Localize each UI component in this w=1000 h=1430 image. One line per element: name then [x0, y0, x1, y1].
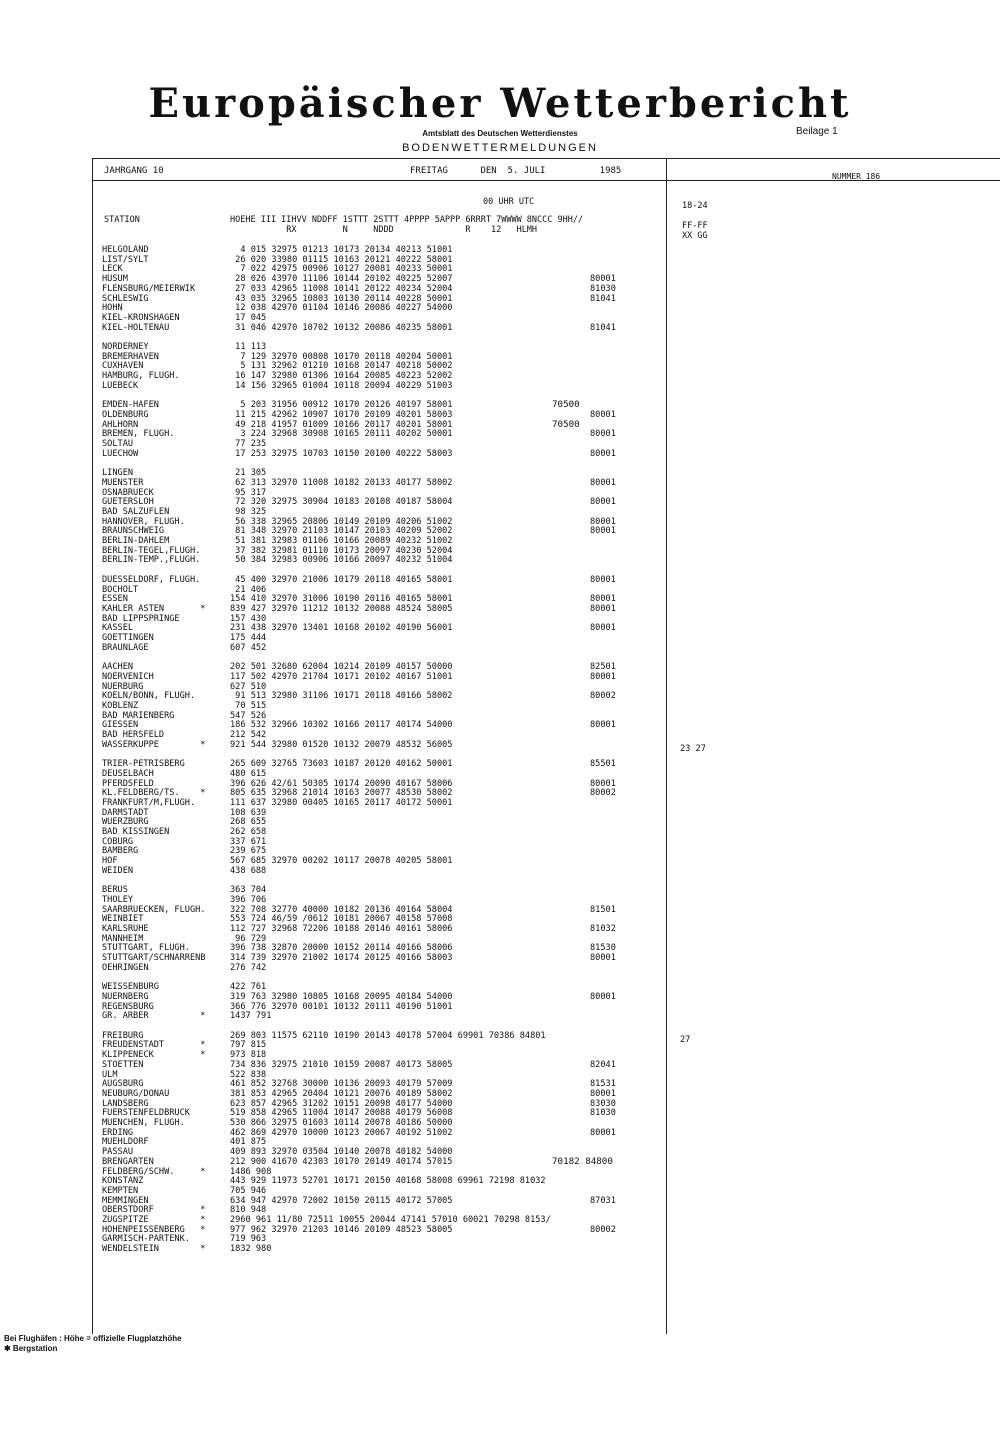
station-data-8group: 80002 — [590, 691, 616, 702]
station-name: GARMISCH-PARTENK. — [102, 1234, 190, 1245]
gust-header: FF-FF — [682, 221, 708, 231]
station-data-8group: 80001 — [590, 1088, 616, 1099]
station-name: FREUDENSTADT * — [102, 1040, 206, 1051]
station-data: 396 738 32870 20000 10152 20114 40166 58006 — [230, 943, 453, 954]
station-data-8group: 81032 — [590, 924, 616, 934]
station-name: KONSTANZ — [102, 1176, 144, 1187]
station-data: 37 382 32981 01110 10173 20097 40230 52004 — [230, 545, 453, 556]
station-name: HOHN — [102, 303, 123, 314]
station-name: KEMPTEN — [102, 1185, 139, 1196]
station-name: SCHLESWIG — [102, 293, 149, 304]
station-data: 81 348 32970 21103 10147 20103 40209 52002 — [230, 526, 453, 537]
station-data: 1486 908 — [230, 1166, 272, 1177]
station-name: NOERVENICH — [102, 671, 154, 682]
station-data: 212 900 41670 42303 10170 20149 40174 57015 — [230, 1156, 453, 1167]
station-name: NUERNBERG — [102, 991, 149, 1002]
station-name: KLIPPENECK * — [102, 1050, 206, 1061]
station-data: 112 727 32968 72206 10188 20146 40161 58006 — [230, 924, 453, 934]
station-name: GOETTINGEN — [102, 633, 154, 643]
station-data: 43 035 32965 10803 10130 20114 40228 50001 — [230, 293, 453, 304]
station-name: NEUBURG/DONAU — [102, 1088, 170, 1099]
station-data-8group: 80001 — [590, 516, 616, 527]
station-data: 719 963 — [230, 1234, 267, 1245]
station-name: BAD LIPPSPRINGE — [102, 613, 180, 624]
station-data: 2960 961 11/80 72511 10055 20044 47141 57010 60021 70298 8153/ — [230, 1215, 551, 1225]
station-data: 21 406 — [230, 584, 267, 595]
station-data: 973 818 — [230, 1050, 267, 1061]
station-data: 21 305 — [230, 468, 267, 479]
station-name: TRIER-PETRISBERG — [102, 759, 185, 770]
station-name: HOHENPEISSENBERG * — [102, 1224, 206, 1235]
station-name: MANNHEIM — [102, 933, 144, 944]
station-name: STOETTEN — [102, 1059, 144, 1070]
station-name: LIST/SYLT — [102, 254, 149, 265]
page-title: Europäischer Wetterbericht — [148, 80, 852, 127]
station-data: 4 015 32975 01213 10173 20134 40213 51001 — [230, 245, 453, 255]
station-data-8group: 81030 — [590, 1108, 616, 1119]
station-name: FREIBURG — [102, 1030, 144, 1041]
station-name: BAD SALZUFLEN — [102, 506, 170, 517]
station-data: 239 675 — [230, 846, 267, 857]
jahrgang-label: JAHRGANG 10 — [104, 166, 164, 176]
station-name: BAD MARIENBERG — [102, 710, 175, 721]
station-data: 480 615 — [230, 768, 267, 779]
station-name: OLDENBURG — [102, 409, 149, 420]
station-data: 623 857 42965 31202 10151 20098 40177 54000 — [230, 1098, 453, 1109]
station-data-8group: 80001 — [590, 953, 616, 964]
station-name: GIESSEN — [102, 720, 139, 731]
station-data-8group: 80001 — [590, 1127, 616, 1138]
station-data: 49 218 41957 01009 10166 20117 40201 58001 — [230, 419, 453, 430]
station-data: 96 729 — [230, 933, 267, 944]
station-data: 154 410 32970 31006 10190 20116 40165 58001 — [230, 594, 453, 605]
station-data: 265 609 32765 73603 10187 20120 40162 50001 — [230, 759, 453, 770]
station-data: 262 658 — [230, 827, 267, 837]
station-name: AACHEN — [102, 662, 134, 673]
station-data: 363 704 — [230, 885, 267, 896]
station-name: WEISSENBURG — [102, 982, 159, 993]
station-data: 276 742 — [230, 962, 267, 973]
station-name: WASSERKUPPE * — [102, 739, 206, 750]
station-data: 530 866 32975 01603 10114 20078 40186 50000 — [230, 1118, 453, 1128]
station-data-8group: 80001 — [590, 574, 616, 585]
station-data: 186 532 32966 10302 10166 20117 40174 54000 — [230, 720, 453, 731]
station-name: SAARBRUECKEN, FLUGH. — [102, 904, 206, 915]
beilage-label: Beilage 1 — [796, 126, 838, 137]
station-name: STUTTGART, FLUGH. — [102, 943, 190, 954]
station-name: KOBLENZ — [102, 700, 139, 711]
station-data: 337 671 — [230, 836, 267, 847]
station-data-8group: 80001 — [590, 429, 616, 440]
station-data-8group: 80001 — [590, 778, 616, 789]
station-data: 461 852 32768 30000 10136 20093 40179 57009 — [230, 1079, 453, 1090]
station-name: REGENSBURG — [102, 1001, 154, 1012]
station-data: 634 947 42970 72002 10150 20115 40172 57005 — [230, 1195, 453, 1206]
station-name: BERUS — [102, 885, 128, 896]
station-data: 231 438 32970 13401 10168 20102 40190 56001 — [230, 623, 453, 634]
station-data-7group: 70500 — [552, 399, 580, 411]
station-data-8group: 87031 — [590, 1195, 616, 1206]
station-data: 705 946 — [230, 1185, 267, 1196]
station-data: 438 688 — [230, 865, 267, 876]
station-data: 797 815 — [230, 1040, 267, 1051]
station-name: ULM — [102, 1069, 118, 1080]
station-data-8group: 80001 — [590, 497, 616, 508]
station-data-8group: 85501 — [590, 759, 616, 770]
station-data: 70 515 — [230, 700, 267, 711]
station-data: 212 542 — [230, 730, 267, 740]
station-data: 553 724 46/59 /0612 10181 20067 40158 57008 — [230, 914, 453, 925]
station-name: KARLSRUHE — [102, 924, 149, 934]
station-name: WENDELSTEIN * — [102, 1244, 206, 1255]
station-name: EMDEN-HAFEN — [102, 400, 159, 411]
station-data-8group: 81501 — [590, 904, 616, 915]
footnote-airports: Bei Flughäfen : Höhe = offizielle Flugplatzhöhe — [4, 1334, 182, 1343]
station-name: WEIDEN — [102, 865, 134, 876]
station-name: HANNOVER, FLUGH. — [102, 516, 185, 527]
station-data-8group: 80001 — [590, 526, 616, 537]
station-data: 7 129 32970 00808 10170 20118 40204 50001 — [230, 351, 453, 362]
station-data: 5 131 32962 01210 10168 20147 40218 50002 — [230, 361, 453, 372]
station-data-8group: 80001 — [590, 477, 616, 488]
station-name: GR. ARBER * — [102, 1011, 206, 1022]
station-data-8group: 80001 — [590, 671, 616, 682]
station-data: 77 235 — [230, 439, 267, 449]
station-data: 26 020 33980 01115 10163 20121 40222 58001 — [230, 254, 453, 265]
station-data: 269 803 11575 62110 10190 20143 40178 57004 69901 70386 84801 — [230, 1030, 546, 1041]
left-rule — [92, 158, 93, 1334]
station-name: HOF — [102, 856, 118, 867]
hour-range: 18-24 — [682, 201, 708, 211]
station-data: 522 838 — [230, 1069, 267, 1080]
station-data: 91 513 32980 31106 10171 20118 40166 58002 — [230, 691, 453, 702]
station-name: OEHRINGEN — [102, 962, 149, 973]
station-data: 366 776 32970 00101 10132 20111 40190 51001 — [230, 1001, 453, 1012]
station-data: 1832 980 — [230, 1244, 272, 1255]
station-name: AUGSBURG — [102, 1079, 144, 1090]
station-data-7group: 70182 84800 — [552, 1155, 613, 1167]
issue-date: FREITAG DEN 5. JULI 1985 — [410, 166, 622, 176]
station-data: 977 962 32970 21203 10146 20109 48523 58005 — [230, 1224, 453, 1235]
station-name: BERLIN-TEMP.,FLUGH. — [102, 555, 201, 566]
station-name: STUTTGART/SCHNARRENB — [102, 953, 206, 964]
station-data: 396 706 — [230, 894, 267, 905]
station-data-7group: 70500 — [552, 418, 580, 430]
station-name: FLENSBURG/MEIERWIK — [102, 283, 196, 294]
station-data: 627 510 — [230, 681, 267, 692]
station-name: BRAUNLAGE — [102, 642, 149, 653]
station-data-8group: 81530 — [590, 943, 616, 954]
station-name: DUESSELDORF, FLUGH. — [102, 574, 201, 585]
station-data-8group: 80002 — [590, 788, 616, 799]
code-columns-header: HOEHE III IIHVV NDDFF 1STTT 2STTT 4PPPP 5APPP 6RRRT 7WWWW 8NCCC 9HH// — [230, 215, 584, 225]
station-data: 422 761 — [230, 982, 267, 993]
station-name: LECK — [102, 264, 123, 275]
station-data: 7 022 42975 00906 10127 20081 40233 50001 — [230, 264, 453, 275]
station-name: KAHLER ASTEN * — [102, 603, 206, 614]
station-data: 62 313 32970 11008 10182 20133 40177 58002 — [230, 477, 453, 488]
station-data: 5 203 31956 00912 10170 20126 40197 58001 — [230, 400, 453, 411]
station-name: THOLEY — [102, 894, 134, 905]
station-data: 17 045 — [230, 312, 267, 323]
station-data-8group: 80001 — [590, 720, 616, 731]
station-name: BAD KISSINGEN — [102, 827, 170, 837]
station-name: HUSUM — [102, 274, 128, 285]
station-name: BAD HERSFELD — [102, 730, 165, 740]
station-data-8group: 81041 — [590, 322, 616, 333]
station-name: WEINBIET — [102, 914, 144, 925]
station-data: 11 215 42962 10907 10170 20109 40201 58003 — [230, 409, 453, 420]
station-name: BOCHOLT — [102, 584, 139, 595]
station-data: 547 526 — [230, 710, 267, 721]
station-data: 72 320 32975 30904 10183 20108 40187 58004 — [230, 497, 453, 508]
right-rule — [666, 158, 667, 1334]
station-name: BERLIN-DAHLEM — [102, 536, 170, 546]
station-name: LANDSBERG — [102, 1098, 149, 1109]
station-data: 567 685 32970 00202 10117 20078 40205 58001 — [230, 856, 453, 867]
station-data-8group: 81030 — [590, 283, 616, 294]
station-data: 443 929 11973 52701 10171 20150 40168 58008 69961 72198 81032 — [230, 1176, 546, 1187]
station-name: BAMBERG — [102, 846, 139, 857]
station-data-8group: 80001 — [590, 623, 616, 634]
station-name: KASSEL — [102, 623, 134, 634]
station-data-8group: 80002 — [590, 1224, 616, 1235]
station-name: BREMERHAVEN — [102, 351, 159, 362]
station-name: FRANKFURT/M,FLUGH. — [102, 797, 196, 808]
top-rule — [92, 158, 1000, 159]
station-name: HAMBURG, FLUGH. — [102, 371, 180, 382]
station-data-8group: 81041 — [590, 293, 616, 304]
station-data: 3 224 32968 30908 10165 20111 40202 50001 — [230, 429, 453, 440]
gust-subheader: XX GG — [682, 231, 708, 241]
station-name: MUENCHEN, FLUGH. — [102, 1118, 185, 1128]
station-data: 462 869 42970 10000 10123 20067 40192 51002 — [230, 1127, 453, 1138]
station-name: BRENGARTEN — [102, 1156, 154, 1167]
station-name: COBURG — [102, 836, 134, 847]
station-data: 157 430 — [230, 613, 267, 624]
station-data-8group: 82041 — [590, 1059, 616, 1070]
observation-time: 00 UHR UTC — [483, 197, 535, 207]
station-data: 268 655 — [230, 817, 267, 828]
station-data: 111 637 32980 00405 10165 20117 40172 50001 — [230, 797, 453, 808]
station-data-8group: 83030 — [590, 1098, 616, 1109]
station-name: NORDERNEY — [102, 342, 149, 352]
station-data: 117 502 42970 21704 10171 20102 40167 51001 — [230, 671, 453, 682]
station-name: LUEBECK — [102, 380, 139, 391]
station-data-8group: 81531 — [590, 1079, 616, 1090]
station-data: 45 400 32970 21006 10179 20118 40165 58001 — [230, 574, 453, 585]
station-name: KOELN/BONN, FLUGH. — [102, 691, 196, 702]
page-subtitle: Amtsblatt des Deutschen Wetterdienstes — [422, 129, 578, 138]
station-name: MUEHLDORF — [102, 1137, 149, 1148]
station-data: 202 501 32680 62004 10214 20109 40157 50000 — [230, 662, 453, 673]
station-name: FELDBERG/SCHW. * — [102, 1166, 206, 1177]
station-name: AHLHORN — [102, 419, 139, 430]
station-name: DEUSELBACH — [102, 768, 154, 779]
station-data: 11 113 — [230, 342, 267, 352]
station-data: 56 338 32965 20806 10149 20109 40206 51002 — [230, 516, 453, 527]
station-data-8group: 80001 — [590, 448, 616, 459]
station-name: GUETERSLOH — [102, 497, 154, 508]
station-data: 50 384 32983 00906 10166 20097 40232 51004 — [230, 555, 453, 566]
station-name: ZUGSPITZE * — [102, 1215, 206, 1225]
station-data-8group: 82501 — [590, 662, 616, 673]
station-name: CUXHAVEN — [102, 361, 144, 372]
station-name: ESSEN — [102, 594, 128, 605]
station-data: 381 853 42965 20404 10121 20076 40189 58002 — [230, 1088, 453, 1099]
station-data-8group: 80001 — [590, 274, 616, 285]
station-data: 805 635 32968 21014 10163 20077 48530 58002 — [230, 788, 453, 799]
station-data: 921 544 32980 01520 10132 20079 48532 56005 — [230, 739, 453, 750]
station-name: WUERZBURG — [102, 817, 149, 828]
gust-value: 23 27 — [680, 743, 706, 754]
station-name: LINGEN — [102, 468, 134, 479]
station-name: BERLIN-TEGEL,FLUGH. — [102, 545, 201, 556]
gust-value: 27 — [680, 1034, 691, 1045]
station-name: HELGOLAND — [102, 245, 149, 255]
station-name: NUERBURG — [102, 681, 144, 692]
station-name: BRAUNSCHWEIG — [102, 526, 165, 537]
station-data: 396 626 42/61 50305 10174 20090 40167 58006 — [230, 778, 453, 789]
section-title: BODENWETTERMELDUNGEN — [402, 142, 598, 154]
station-data: 1437 791 — [230, 1011, 272, 1022]
station-data: 810 948 — [230, 1205, 267, 1216]
station-name: MUENSTER — [102, 477, 144, 488]
station-name: KIEL-HOLTENAU — [102, 322, 170, 333]
station-data: 108 639 — [230, 807, 267, 818]
station-name: OBERSTDORF * — [102, 1205, 206, 1216]
station-data: 409 893 32970 03504 10140 20078 40182 54000 — [230, 1147, 453, 1158]
station-column-header: STATION — [104, 215, 140, 225]
station-data: 27 033 42965 11008 10141 20122 40234 52004 — [230, 283, 453, 294]
station-data: 607 452 — [230, 642, 267, 653]
station-name: MEMMINGEN — [102, 1195, 149, 1206]
station-data: 51 381 32983 01106 10166 20089 40232 51002 — [230, 536, 453, 546]
station-data-8group: 80001 — [590, 991, 616, 1002]
station-name: ERDING — [102, 1127, 134, 1138]
station-name: OSNABRUECK — [102, 487, 154, 498]
code-columns-subheader: RX N NDDD R 12 HLMH — [230, 225, 538, 235]
station-data: 175 444 — [230, 633, 267, 643]
station-data: 28 026 43970 11106 10144 20102 40225 52007 — [230, 274, 453, 285]
station-data: 314 739 32970 21002 10174 20125 40166 58003 — [230, 953, 453, 964]
station-name: BREMEN, FLUGH. — [102, 429, 175, 440]
station-name: KL.FELDBERG/TS. * — [102, 788, 206, 799]
station-data: 319 763 32980 10805 10168 20095 40184 54000 — [230, 991, 453, 1002]
station-name: LUECHOW — [102, 448, 139, 459]
station-data: 734 836 32975 21010 10159 20087 40173 58005 — [230, 1059, 453, 1070]
station-data: 98 325 — [230, 506, 267, 517]
station-name: PASSAU — [102, 1147, 134, 1158]
station-data: 322 708 32770 40000 10182 20136 40164 58004 — [230, 904, 453, 915]
station-data-8group: 80001 — [590, 409, 616, 420]
station-data: 12 038 42970 01104 10146 20086 40227 54000 — [230, 303, 453, 314]
station-name: KIEL-KRONSHAGEN — [102, 312, 180, 323]
issue-number: NUMMER 186 — [832, 172, 881, 181]
footnote-mountain-station: ✱ Bergstation — [4, 1344, 58, 1353]
station-data: 839 427 32970 11212 10132 20088 48524 58005 — [230, 603, 453, 614]
station-name: PFERDSFELD — [102, 778, 154, 789]
station-name: SOLTAU — [102, 439, 134, 449]
station-data: 14 156 32965 01004 10118 20094 40229 51003 — [230, 380, 453, 391]
station-data: 16 147 32980 01306 10164 20085 40223 52002 — [230, 371, 453, 382]
station-data: 17 253 32975 10703 10150 20100 40222 58003 — [230, 448, 453, 459]
station-data: 401 875 — [230, 1137, 267, 1148]
station-data: 31 046 42970 10702 10132 20086 40235 58001 — [230, 322, 453, 333]
station-data: 95 317 — [230, 487, 267, 498]
station-data: 519 858 42965 11004 10147 20088 40179 56008 — [230, 1108, 453, 1119]
station-data-8group: 80001 — [590, 603, 616, 614]
station-name: DARMSTADT — [102, 807, 149, 818]
station-name: FUERSTENFELDBRUCK — [102, 1108, 190, 1119]
station-data-8group: 80001 — [590, 594, 616, 605]
